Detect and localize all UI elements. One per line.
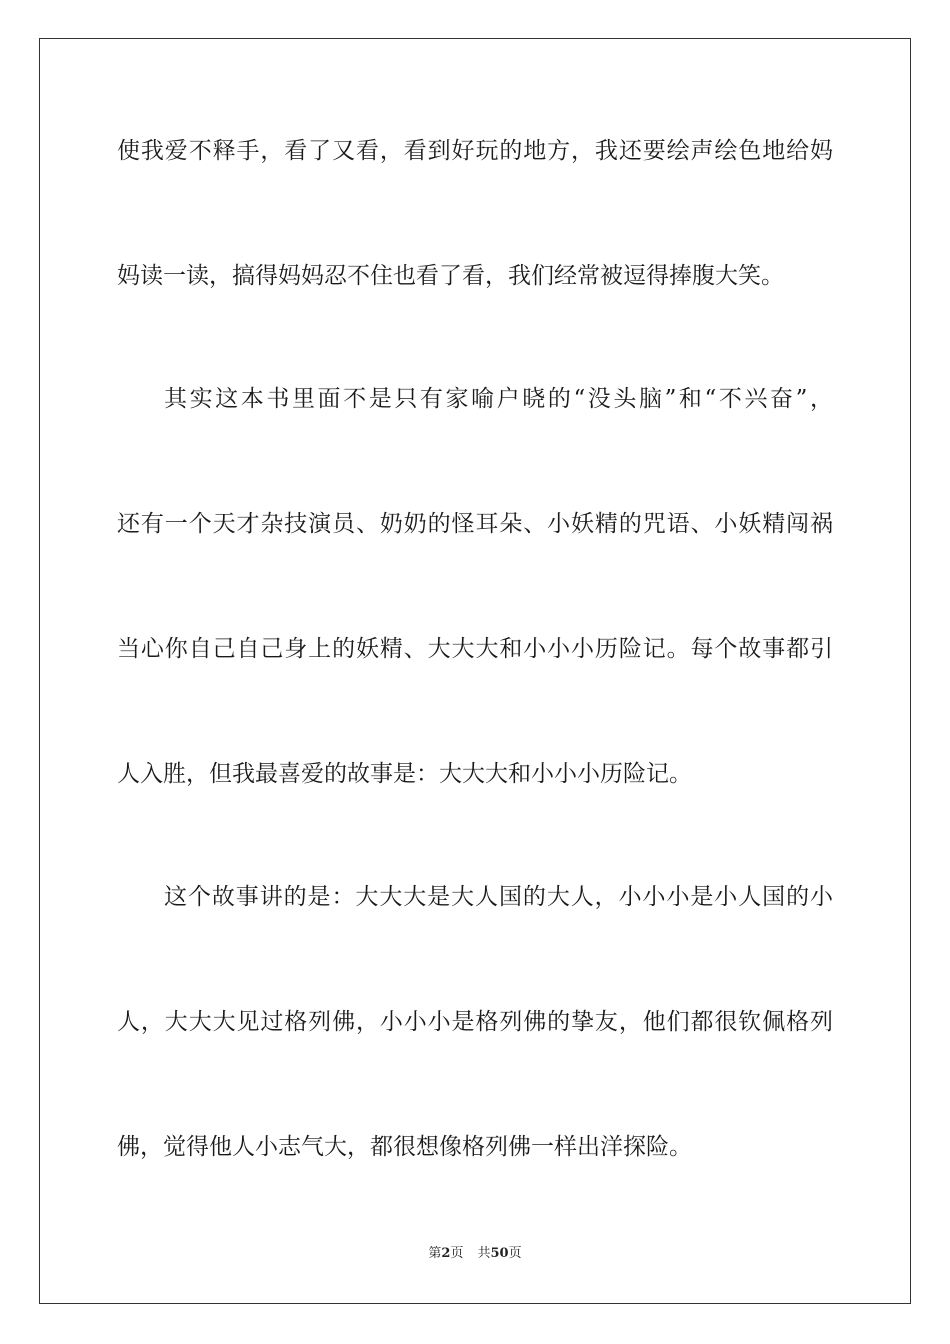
text-line-9: 佛，觉得他人小志气大，都很想像格列佛一样出洋探险。	[117, 1134, 692, 1160]
text-line-4: 还有一个天才杂技演员、奶奶的怪耳朵、小妖精的咒语、小妖精闯祸	[117, 511, 833, 537]
footer-page-suffix: 页	[450, 1246, 464, 1261]
footer-total-number: 50	[490, 1246, 509, 1261]
footer-total-suffix: 页	[508, 1246, 522, 1261]
text-line-2: 妈读一读，搞得妈妈忍不住也看了看，我们经常被逗得捧腹大笑。	[117, 263, 784, 289]
page-footer	[0, 1245, 950, 1263]
text-line-5: 当心你自己自己身上的妖精、大大大和小小小历险记。每个故事都引	[117, 636, 833, 662]
text-line-3: 其实这本书里面不是只有家喻户晓的“没头脑”和“不兴奋”，	[164, 386, 833, 412]
text-line-1: 使我爱不释手，看了又看，看到好玩的地方，我还要绘声绘色地给妈	[117, 138, 833, 164]
footer-page-prefix: 第	[428, 1246, 442, 1261]
page-border	[39, 38, 911, 1304]
text-line-8: 人，大大大见过格列佛，小小小是格列佛的挚友，他们都很钦佩格列	[117, 1009, 833, 1035]
footer-total-prefix: 共	[477, 1246, 491, 1261]
text-line-6: 人入胜，但我最喜爱的故事是：大大大和小小小历险记。	[117, 761, 692, 787]
text-line-7: 这个故事讲的是：大大大是大人国的大人，小小小是小人国的小	[164, 884, 833, 910]
footer-page-number: 2	[441, 1246, 451, 1261]
